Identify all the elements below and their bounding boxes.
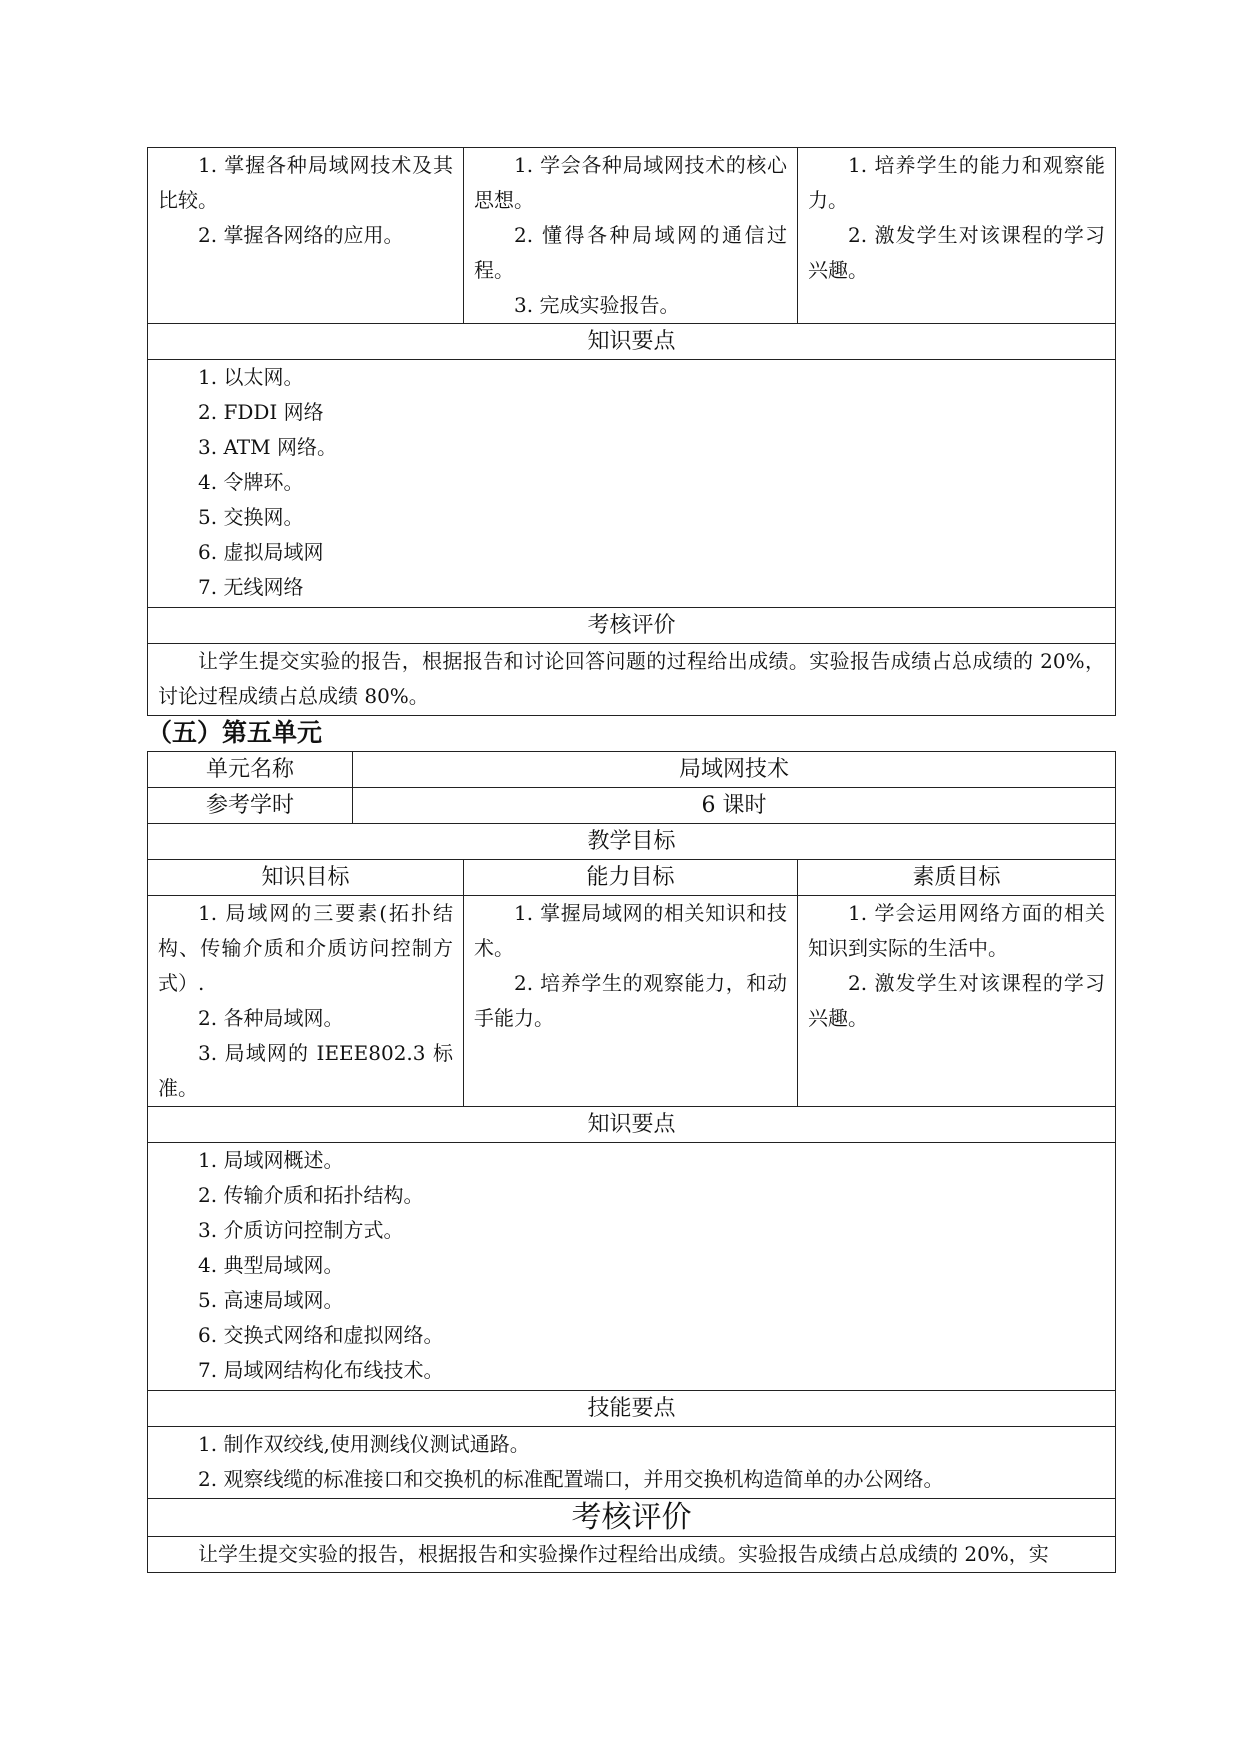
ability-goal-header: 能力目标 <box>464 860 798 896</box>
quality-objective-item: 2. 激发学生对该课程的学习兴趣。 <box>808 223 1105 282</box>
goals-header: 教学目标 <box>148 824 1116 860</box>
knowledge-goal-header: 知识目标 <box>148 860 464 896</box>
assessment-header: 考核评价 <box>148 608 1116 644</box>
hours-value: 6 课时 <box>353 788 1116 824</box>
list-item: 6. 交换式网络和虚拟网络。 <box>198 1323 444 1347</box>
ability-objective-item: 2. 懂得各种局域网的通信过程。 <box>474 223 787 282</box>
quality-goal-header: 素质目标 <box>798 860 1116 896</box>
list-item: 1. 以太网。 <box>198 365 304 389</box>
list-item: 5. 交换网。 <box>198 505 304 529</box>
ability-objective-item: 3. 完成实验报告。 <box>514 293 680 317</box>
assessment-header: 考核评价 <box>148 1499 1116 1537</box>
assessment-text: 让学生提交实验的报告，根据报告和讨论回答问题的过程给出成绩。实验报告成绩占总成绩的 20%，讨论过程成绩占总成绩 80%。 <box>158 649 1105 708</box>
list-item: 4. 令牌环。 <box>198 470 304 494</box>
previous-unit-table <box>147 147 1116 716</box>
knowledge-points-header: 知识要点 <box>148 1107 1116 1143</box>
knowledge-objective-item: 2. 掌握各网络的应用。 <box>198 223 404 247</box>
list-item: 1. 局域网概述。 <box>198 1148 344 1172</box>
unit-name-value: 局域网技术 <box>353 752 1116 788</box>
assessment-text: 让学生提交实验的报告，根据报告和实验操作过程给出成绩。实验报告成绩占总成绩的 20%，实 <box>198 1542 1049 1566</box>
list-item: 1. 制作双绞线,使用测线仪测试通路。 <box>198 1432 530 1456</box>
unit5-table <box>147 751 1116 1573</box>
ability-objectives-cell <box>464 148 798 324</box>
skill-points-list <box>148 1427 1116 1499</box>
knowledge-goal-item: 2. 各种局域网。 <box>198 1006 344 1030</box>
list-item: 6. 虚拟局域网 <box>198 540 324 564</box>
ability-goal-item: 1. 掌握局域网的相关知识和技术。 <box>474 901 787 960</box>
ability-goals-cell <box>464 896 798 1107</box>
list-item: 2. 传输介质和拓扑结构。 <box>198 1183 424 1207</box>
list-item: 2. 观察线缆的标准接口和交换机的标准配置端口，并用交换机构造简单的办公网络。 <box>198 1467 944 1491</box>
list-item: 7. 无线网络 <box>198 575 304 599</box>
knowledge-objective-item: 1. 掌握各种局域网技术及其比较。 <box>158 153 453 212</box>
knowledge-points-list <box>148 360 1116 608</box>
quality-objectives-cell <box>798 148 1116 324</box>
knowledge-objectives-cell <box>148 148 464 324</box>
skill-points-header: 技能要点 <box>148 1391 1116 1427</box>
list-item: 7. 局域网结构化布线技术。 <box>198 1358 444 1382</box>
quality-goal-item: 2. 激发学生对该课程的学习兴趣。 <box>808 971 1105 1030</box>
assessment-cell <box>148 644 1116 716</box>
list-item: 3. 介质访问控制方式。 <box>198 1218 404 1242</box>
quality-goal-item: 1. 学会运用网络方面的相关知识到实际的生活中。 <box>808 901 1105 960</box>
section-heading: （五）第五单元 <box>147 718 323 747</box>
quality-goals-cell <box>798 896 1116 1107</box>
list-item: 4. 典型局域网。 <box>198 1253 344 1277</box>
knowledge-points-header: 知识要点 <box>148 324 1116 360</box>
assessment-cell <box>148 1537 1116 1573</box>
ability-goal-item: 2. 培养学生的观察能力，和动手能力。 <box>474 971 787 1030</box>
knowledge-points-list <box>148 1143 1116 1391</box>
knowledge-goals-cell <box>148 896 464 1107</box>
list-item: 5. 高速局域网。 <box>198 1288 344 1312</box>
list-item: 3. ATM 网络。 <box>198 435 337 459</box>
knowledge-goal-item: 1. 局域网的三要素(拓扑结构、传输介质和介质访问控制方式）. <box>158 901 453 995</box>
hours-label: 参考学时 <box>148 788 353 824</box>
knowledge-goal-item: 3. 局域网的 IEEE802.3 标准。 <box>158 1041 453 1100</box>
unit-name-label: 单元名称 <box>148 752 353 788</box>
ability-objective-item: 1. 学会各种局域网技术的核心思想。 <box>474 153 787 212</box>
list-item: 2. FDDI 网络 <box>198 400 324 424</box>
quality-objective-item: 1. 培养学生的能力和观察能力。 <box>808 153 1105 212</box>
